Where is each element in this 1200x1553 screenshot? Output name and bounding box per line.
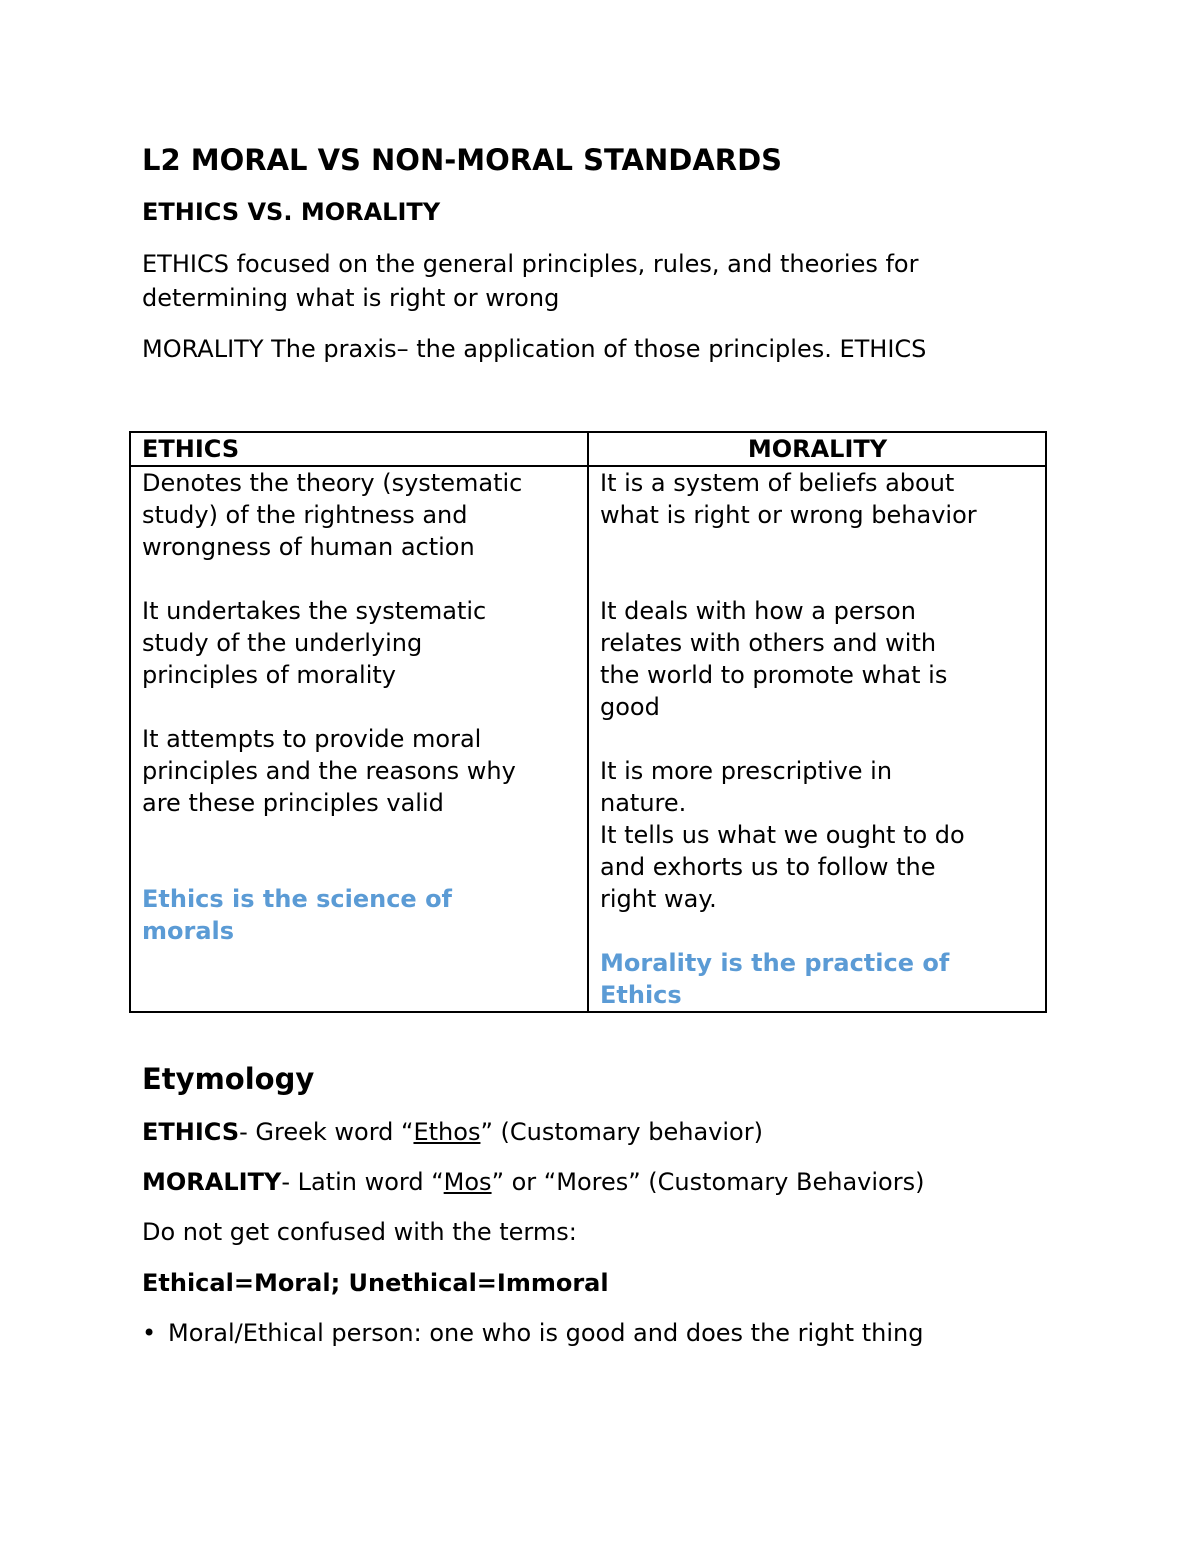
table-row <box>130 466 1046 1012</box>
spacer <box>600 563 1035 595</box>
ethics-etymology <box>142 1115 763 1149</box>
morality-summary: Ethics <box>599 981 682 1009</box>
spacer <box>600 915 1035 947</box>
ethics-term: ETHICS <box>142 1118 240 1146</box>
cell-text: study of the underlying <box>142 629 423 657</box>
spacer <box>600 531 1035 563</box>
morality-column-cell <box>588 466 1046 1012</box>
cell-text: principles of morality <box>142 661 396 689</box>
spacer <box>600 723 1035 755</box>
bullet-icon: • <box>142 1319 157 1347</box>
cell-text: It is more prescriptive in <box>599 757 893 785</box>
cell-text: wrongness of human action <box>142 533 475 561</box>
table-header-morality: MORALITY <box>588 432 1046 466</box>
cell-text: It deals with how a person <box>599 597 916 625</box>
cell-text: the world to promote what is <box>599 661 948 689</box>
etymology-text: ” (Customary behavior) <box>480 1118 763 1146</box>
ethics-column-cell <box>130 466 588 1012</box>
etymology-heading: Etymology <box>142 1062 315 1096</box>
document-title: L2 MORAL VS NON-MORAL STANDARDS <box>142 143 783 177</box>
cell-text: good <box>599 693 660 721</box>
etymology-text: - Greek word “ <box>239 1118 414 1146</box>
ethics-vs-morality-table <box>129 431 1047 1013</box>
table-header-ethics: ETHICS <box>130 432 588 466</box>
cell-text: Denotes the theory (systematic <box>142 469 523 497</box>
spacer <box>142 819 577 851</box>
ethos-word: Ethos <box>413 1118 481 1146</box>
section-subtitle: ETHICS VS. MORALITY <box>142 198 441 226</box>
cell-text: right way. <box>599 885 717 913</box>
spacer <box>142 691 577 723</box>
etymology-text: ” or “Mores” (Customary Behaviors) <box>491 1168 925 1196</box>
cell-text: relates with others and with <box>599 629 937 657</box>
table-header-row <box>130 432 1046 466</box>
morality-definition: MORALITY The praxis– the application of those principles. ETHICS <box>142 335 927 363</box>
cell-text: It tells us what we ought to do <box>599 821 965 849</box>
cell-text: It attempts to provide moral <box>142 725 482 753</box>
cell-text: and exhorts us to follow the <box>599 853 936 881</box>
cell-text: principles and the reasons why <box>142 757 516 785</box>
morality-term: MORALITY <box>142 1168 282 1196</box>
cell-text: what is right or wrong behavior <box>599 501 977 529</box>
cell-text: It undertakes the systematic <box>142 597 487 625</box>
cell-text: study) of the rightness and <box>142 501 468 529</box>
bullet-item <box>142 1316 923 1350</box>
ethics-summary: morals <box>142 917 235 945</box>
ethics-definition: ETHICS focused on the general principles, rules, and theories for determining what is right or wrong <box>142 250 919 312</box>
mos-word: Mos <box>443 1168 492 1196</box>
confusion-note: Do not get confused with the terms: <box>142 1218 577 1246</box>
spacer <box>142 851 577 883</box>
spacer <box>142 563 577 595</box>
cell-text: are these principles valid <box>142 789 444 817</box>
cell-text: It is a system of beliefs about <box>599 469 955 497</box>
ethics-summary: Ethics is the science of <box>142 885 452 913</box>
cell-text: nature. <box>599 789 687 817</box>
morality-etymology <box>142 1165 924 1199</box>
equation-line: Ethical=Moral; Unethical=Immoral <box>142 1269 609 1297</box>
bullet-text: Moral/Ethical person: one who is good and does the right thing <box>168 1319 924 1347</box>
etymology-text: - Latin word “ <box>281 1168 444 1196</box>
morality-summary: Morality is the practice of <box>599 949 950 977</box>
